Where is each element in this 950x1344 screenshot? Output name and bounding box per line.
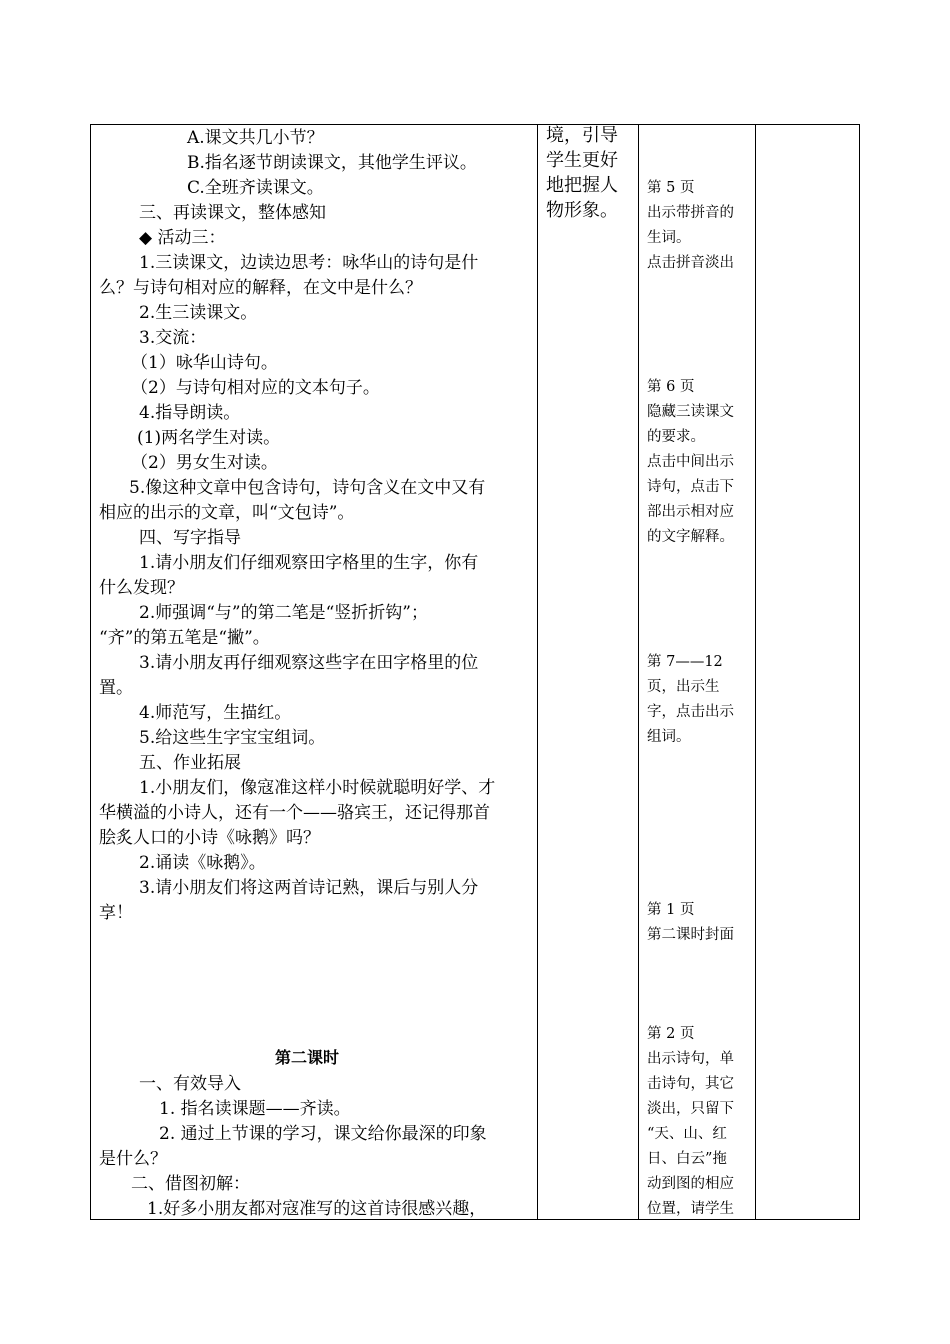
courseware-note-line: 点击拼音淡出 xyxy=(647,255,734,271)
text-line: 4.师范写，生描红。 xyxy=(139,703,292,723)
text-line: 三、再读课文，整体感知 xyxy=(139,203,326,223)
text-line: 华横溢的小诗人，还有一个——骆宾王，还记得那首 xyxy=(99,803,490,823)
courseware-note-line: 第 1 页 xyxy=(647,902,695,918)
text-line: 1.好多小朋友都对寇准写的这首诗很感兴趣， xyxy=(147,1199,487,1219)
courseware-note-line: 第 2 页 xyxy=(647,1026,695,1042)
text-line: 2. 通过上节课的学习，课文给你最深的印象 xyxy=(159,1124,487,1144)
courseware-note-line: 的要求。 xyxy=(647,429,705,445)
courseware-note-line: 的文字解释。 xyxy=(647,529,734,545)
courseware-note-line: 日、白云”拖 xyxy=(647,1151,727,1167)
courseware-note-line: 部出示相对应 xyxy=(647,504,734,520)
courseware-note-line: 第 6 页 xyxy=(647,379,695,395)
design-intent-line: 学生更好 xyxy=(546,150,618,171)
text-line: 置。 xyxy=(99,678,133,698)
design-intent-line: 地把握人 xyxy=(546,175,618,196)
courseware-note-line: 页，出示生 xyxy=(647,679,720,695)
text-line: 1. 指名读课题——齐读。 xyxy=(159,1099,351,1119)
text-line: C.全班齐读课文。 xyxy=(187,178,324,198)
text-line: 1.请小朋友们仔细观察田字格里的生字，你有 xyxy=(139,553,479,573)
courseware-note-line: 点击中间出示 xyxy=(647,454,734,470)
lesson-plan-table xyxy=(90,124,860,1220)
courseware-note-line: 击诗句，其它 xyxy=(647,1076,734,1092)
text-line: （1）咏华山诗句。 xyxy=(131,353,278,373)
text-line: 2.生三读课文。 xyxy=(139,303,258,323)
text-line: （2）男女生对读。 xyxy=(131,453,278,473)
text-line: 五、作业拓展 xyxy=(139,753,241,773)
text-line: 二、借图初解： xyxy=(131,1174,250,1194)
courseware-note-line: 位置，请学生 xyxy=(647,1201,734,1217)
text-line: 么？与诗句相对应的解释，在文中是什么？ xyxy=(99,278,422,298)
column-divider xyxy=(755,125,756,1219)
text-line: 4.指导朗读。 xyxy=(139,403,241,423)
courseware-note-line: 第 5 页 xyxy=(647,180,695,196)
text-line: 什么发现？ xyxy=(99,578,184,598)
courseware-note-line: 组词。 xyxy=(647,729,691,745)
courseware-note-line: 出示带拼音的 xyxy=(647,205,734,221)
text-line: 3.请小朋友再仔细观察这些字在田字格里的位 xyxy=(139,653,479,673)
text-line: 相应的出示的文章，叫“文包诗”。 xyxy=(99,503,355,523)
text-line: 3.请小朋友们将这两首诗记熟，课后与别人分 xyxy=(139,878,479,898)
courseware-note-line: 字，点击出示 xyxy=(647,704,734,720)
text-line: 2.诵读《咏鹅》。 xyxy=(139,853,266,873)
column-divider xyxy=(537,125,538,1219)
text-line: A.课文共几小节？ xyxy=(187,128,324,148)
design-intent-line: 物形象。 xyxy=(546,200,618,221)
courseware-note-line: 生词。 xyxy=(647,230,691,246)
text-line: 一、有效导入 xyxy=(139,1074,241,1094)
text-line: 四、写字指导 xyxy=(139,528,241,548)
text-line: 脍炙人口的小诗《咏鹅》吗？ xyxy=(99,828,320,848)
text-line: (1)两名学生对读。 xyxy=(137,428,281,448)
text-line: 1.三读课文，边读边思考：咏华山的诗句是什 xyxy=(139,253,479,273)
text-line: B.指名逐节朗读课文，其他学生评议。 xyxy=(187,153,477,173)
text-line: 1.小朋友们，像寇准这样小时候就聪明好学、才 xyxy=(139,778,496,798)
text-line: 3.交流： xyxy=(139,328,207,348)
text-line: “齐”的第五笔是“撇”。 xyxy=(99,628,270,648)
column-divider xyxy=(638,125,639,1219)
courseware-note-line: 第二课时封面 xyxy=(647,927,734,943)
text-line: ◆ 活动三： xyxy=(139,228,226,248)
courseware-note-line: 淡出，只留下 xyxy=(647,1101,734,1117)
courseware-note-line: “天、山、红 xyxy=(647,1126,727,1142)
text-line: 5.给这些生字宝宝组词。 xyxy=(139,728,326,748)
text-line: 是什么？ xyxy=(99,1149,167,1169)
text-line: 5.像这种文章中包含诗句，诗句含义在文中又有 xyxy=(129,478,486,498)
design-intent-line: 境，引导 xyxy=(546,125,618,146)
courseware-note-line: 隐藏三读课文 xyxy=(647,404,734,420)
text-line: 享！ xyxy=(99,903,133,923)
courseware-note-line: 第 7——12 xyxy=(647,654,723,670)
courseware-note-line: 出示诗句，单 xyxy=(647,1051,734,1067)
courseware-note-line: 诗句，点击下 xyxy=(647,479,734,495)
text-line: （2）与诗句相对应的文本句子。 xyxy=(131,378,380,398)
courseware-note-line: 动到图的相应 xyxy=(647,1176,734,1192)
text-line: 2.师强调“与”的第二笔是“竖折折钩”； xyxy=(139,603,428,623)
section-heading: 第二课时 xyxy=(275,1048,340,1067)
